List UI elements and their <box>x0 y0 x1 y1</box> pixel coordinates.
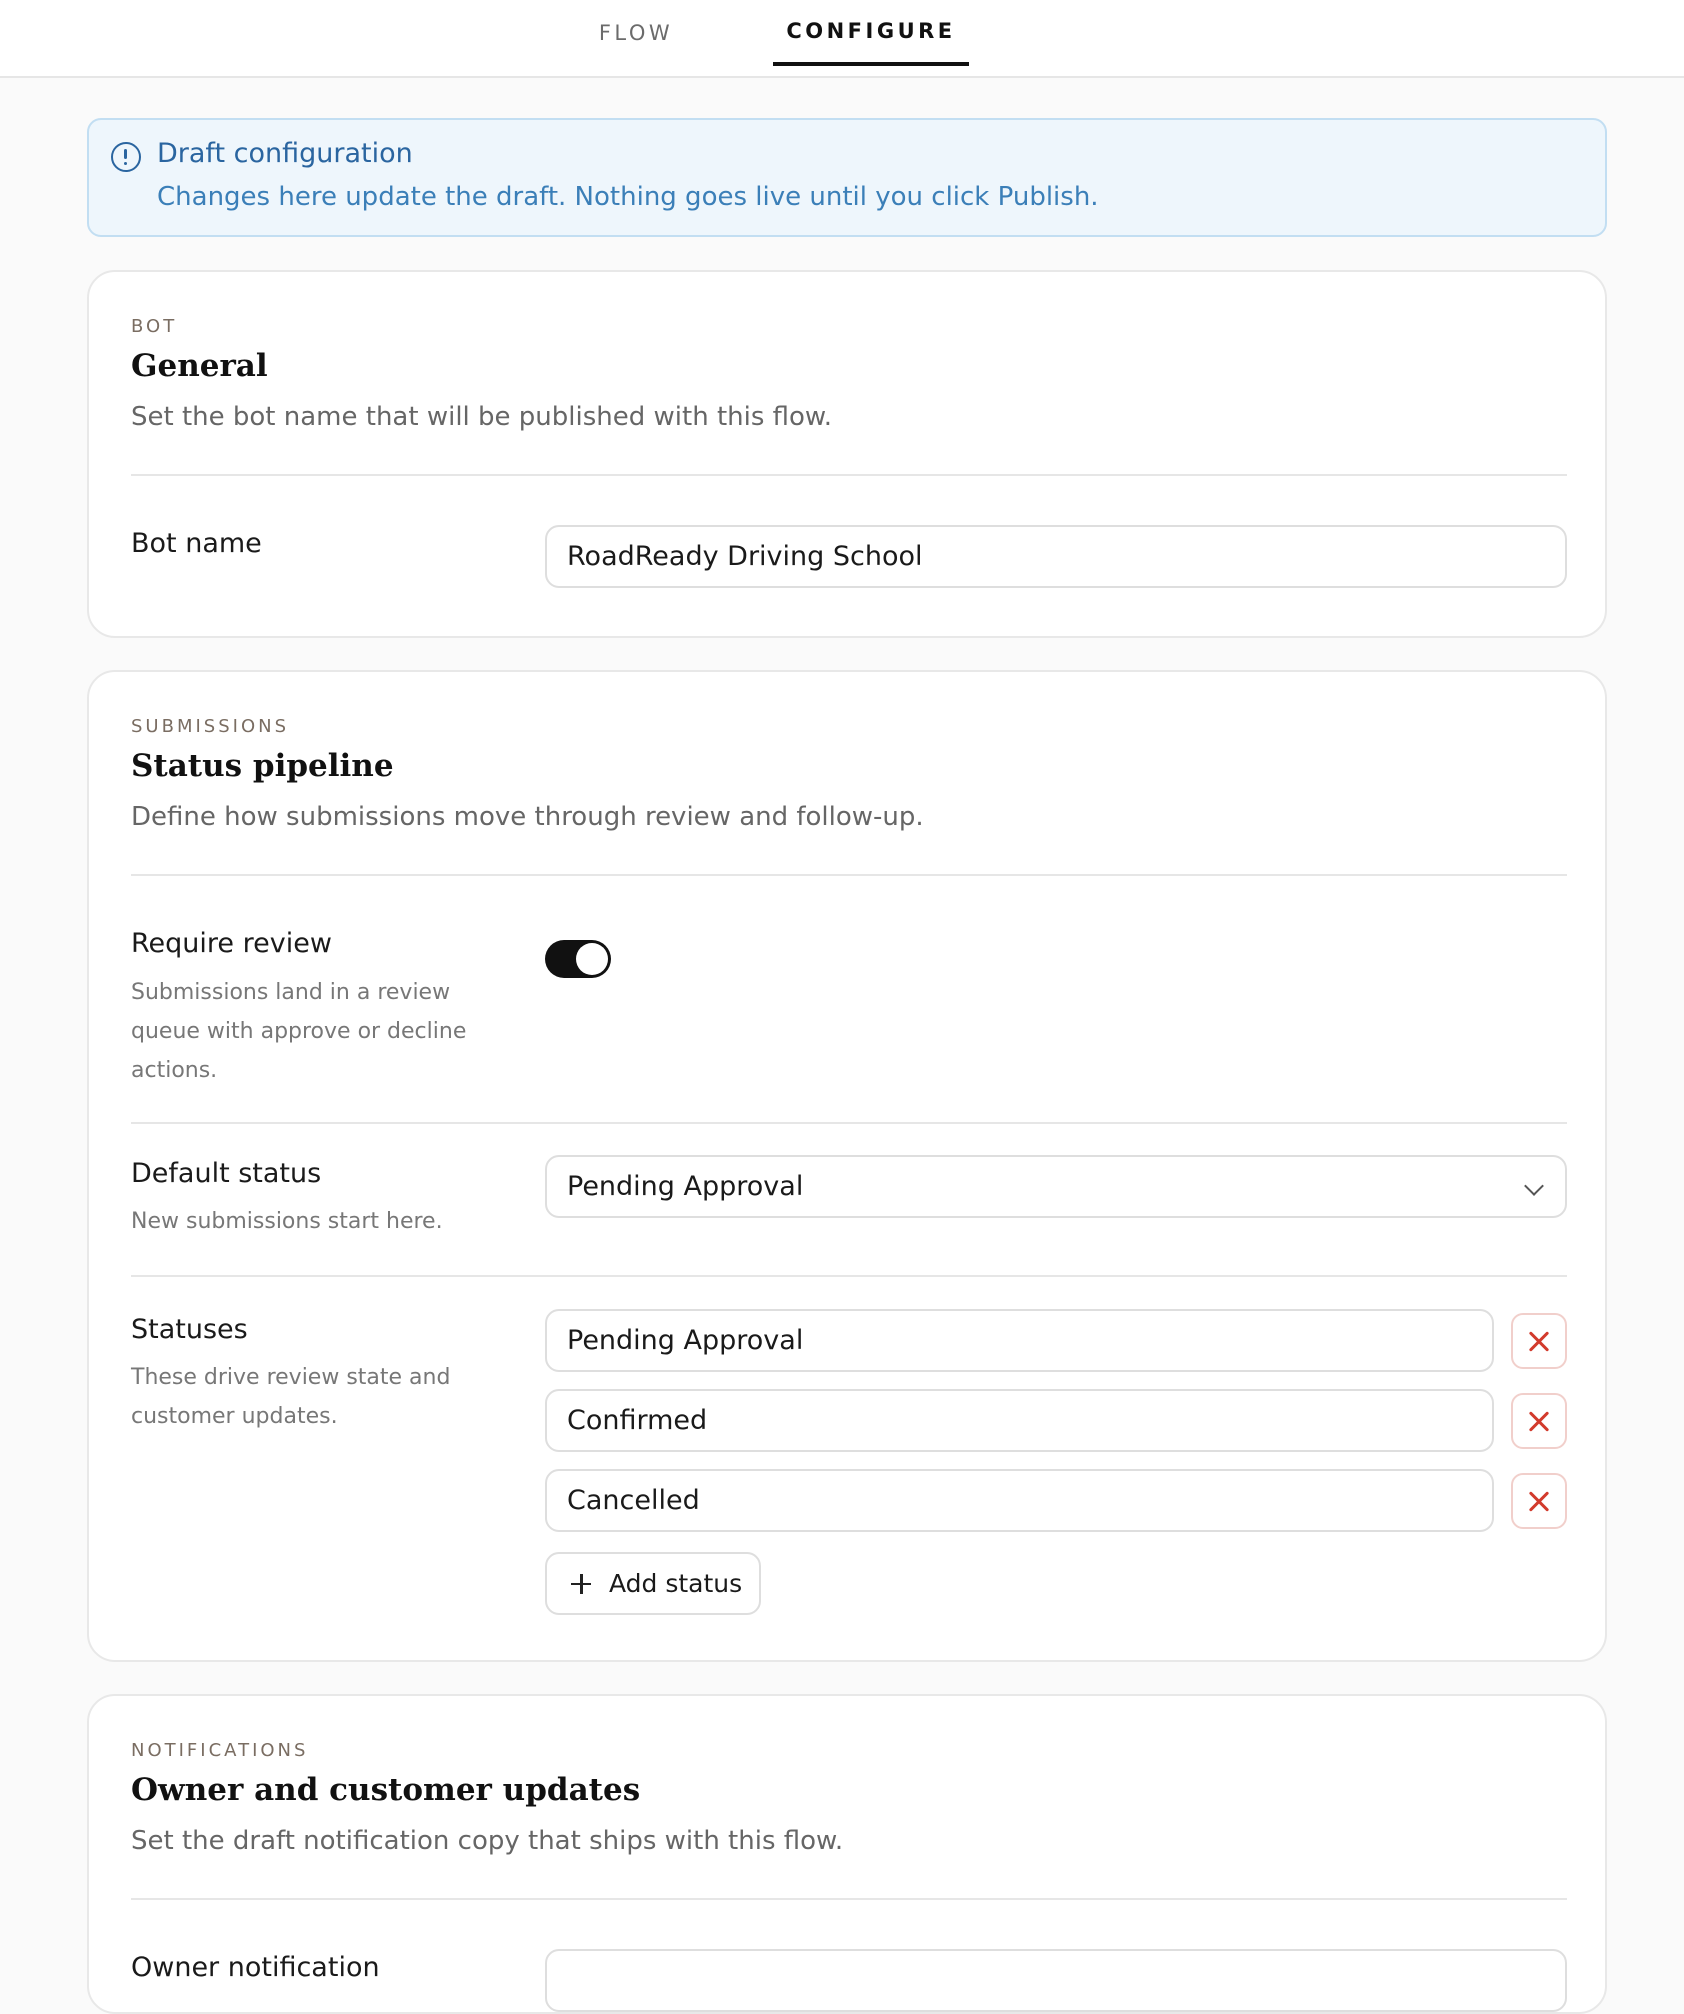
section-description: Set the draft notification copy that ships with this flow. <box>131 1826 844 1856</box>
section-title: General <box>131 348 268 384</box>
status-input[interactable]: Cancelled <box>545 1469 1494 1532</box>
statuses-label: Statuses <box>131 1314 248 1345</box>
toggle-knob <box>576 943 608 975</box>
default-status-value: Pending Approval <box>567 1171 804 1202</box>
require-review-help: Submissions land in a review queue with approve or decline actions. <box>131 980 467 1083</box>
section-description: Define how submissions move through review and follow-up. <box>131 802 924 832</box>
bot-name-label: Bot name <box>131 528 262 559</box>
section-eyebrow: SUBMISSIONS <box>131 716 290 737</box>
bot-name-input[interactable]: RoadReady Driving School <box>545 525 1567 588</box>
status-pipeline-card <box>87 670 1607 1662</box>
tab-configure[interactable]: CONFIGURE <box>773 0 969 66</box>
plus-icon <box>571 1574 591 1594</box>
banner-text: Changes here update the draft. Nothing goes live until you click Publish. <box>157 182 1099 212</box>
remove-status-button[interactable] <box>1511 1393 1567 1449</box>
general-card <box>87 270 1607 638</box>
require-review-label: Require review <box>131 928 332 959</box>
divider <box>131 874 1567 876</box>
require-review-toggle[interactable] <box>545 940 611 978</box>
add-status-button[interactable] <box>545 1552 761 1615</box>
status-input[interactable]: Confirmed <box>545 1389 1494 1452</box>
owner-notification-input[interactable] <box>545 1949 1567 2012</box>
divider <box>131 1898 1567 1900</box>
section-eyebrow: BOT <box>131 316 178 337</box>
remove-status-button[interactable] <box>1511 1313 1567 1369</box>
divider <box>131 1122 1567 1124</box>
section-description: Set the bot name that will be published with this flow. <box>131 402 833 432</box>
tab-flow[interactable]: FLOW <box>598 21 674 45</box>
remove-status-button[interactable] <box>1511 1473 1567 1529</box>
status-input[interactable]: Pending Approval <box>545 1309 1494 1372</box>
tab-bar <box>0 0 1684 78</box>
section-eyebrow: NOTIFICATIONS <box>131 1740 309 1761</box>
default-status-help: New submissions start here. <box>131 1209 443 1234</box>
info-icon <box>111 142 141 172</box>
chevron-down-icon <box>1524 1176 1544 1196</box>
notifications-card <box>87 1694 1607 2014</box>
divider <box>131 1275 1567 1277</box>
section-title: Owner and customer updates <box>131 1772 641 1808</box>
owner-notification-label: Owner notification <box>131 1952 380 1983</box>
add-status-label: Add status <box>609 1569 743 1598</box>
section-title: Status pipeline <box>131 748 394 784</box>
banner-title: Draft configuration <box>157 138 413 169</box>
default-status-label: Default status <box>131 1158 322 1189</box>
statuses-help: These drive review state and customer updates. <box>131 1365 451 1429</box>
default-status-select[interactable] <box>545 1155 1567 1218</box>
draft-info-banner <box>87 118 1607 237</box>
divider <box>131 474 1567 476</box>
